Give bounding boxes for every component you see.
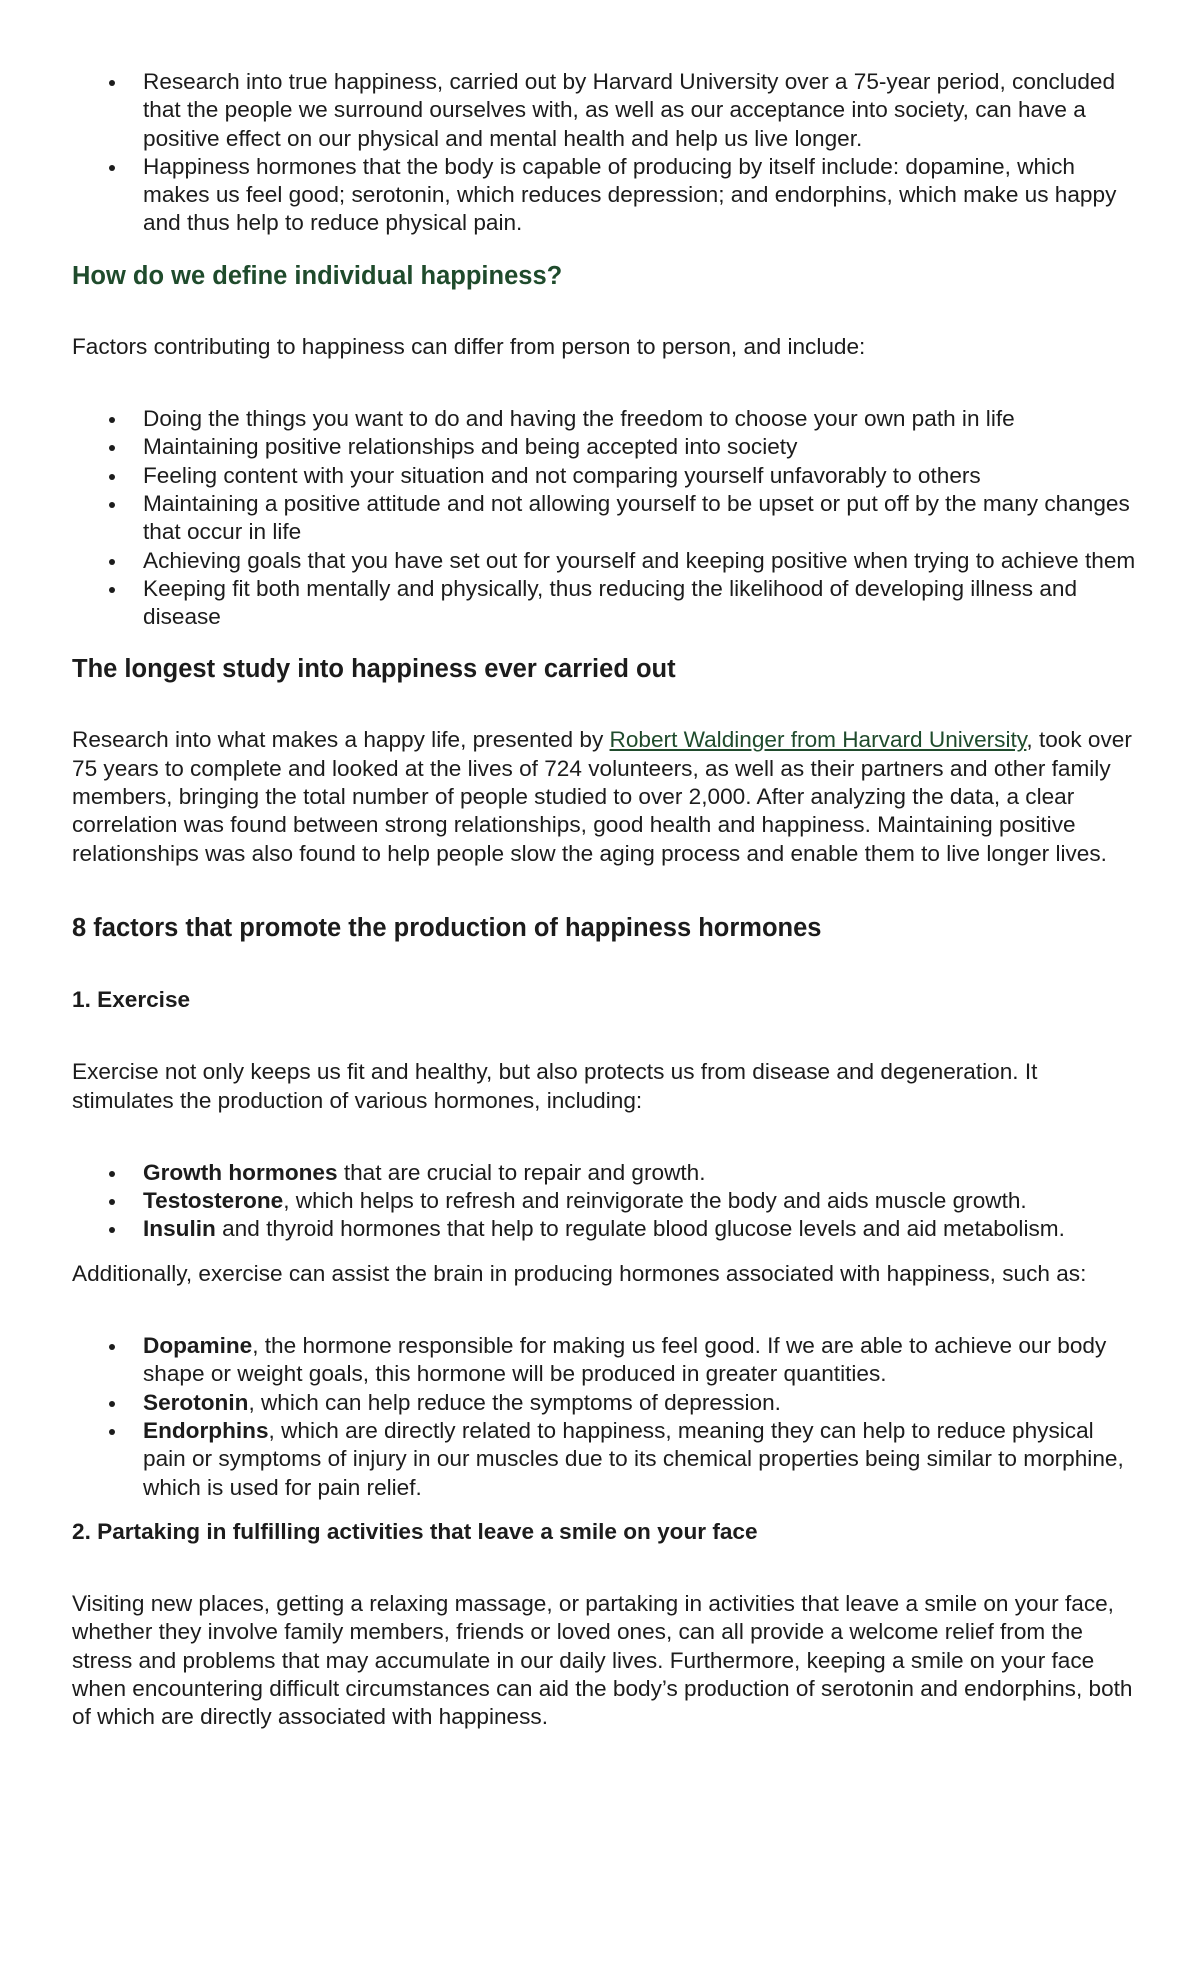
list-item: Achieving goals that you have set out for yourself and keeping positive when trying to achieve them [72, 547, 1140, 575]
subheading-exercise: 1. Exercise [72, 986, 191, 1012]
hormone-name: Endorphins [143, 1417, 269, 1443]
list-item [72, 1159, 1140, 1187]
fulfilling-activities-paragraph: Visiting new places, getting a relaxing massage, or partaking in activities that leave a smile on your face, whether they involve family members, friends or loved ones, can all provide a welcome relief from the stress and problems that may accumulate in our daily lives. Furthermore, keeping a smile on your face when encountering difficult circumstances can aid the body’s production of serotonin and endorphins, both of which are directly associated with happiness. [72, 1591, 1133, 1730]
exercise-additional-paragraph: Additionally, exercise can assist the brain in producing hormones associated with happiness, such as: [72, 1260, 1087, 1286]
list-item: Happiness hormones that the body is capable of producing by itself include: dopamine, which makes us feel good; serotonin, which reduces depression; and endorphins, which make us happy and thus help to reduce physical pain. [72, 153, 1140, 238]
happiness-factors-list [72, 405, 1140, 631]
hormone-name: Serotonin [143, 1389, 249, 1415]
list-item [72, 1389, 1140, 1417]
list-item [72, 1417, 1140, 1502]
section-heading-individual-happiness: How do we define individual happiness? [72, 261, 563, 290]
study-text-start: Research into what makes a happy life, presented by [72, 727, 610, 753]
hormone-description: , which are directly related to happiness, meaning they can help to reduce physical pain or symptoms of injury in our muscles due to its chemical properties being similar to morphine, which is used for pain relief. [143, 1417, 1124, 1500]
exercise-intro-paragraph: Exercise not only keeps us fit and healthy, but also protects us from disease and degeneration. It stimulates the production of various hormones, including: [72, 1059, 1038, 1113]
hormone-name: Growth hormones [143, 1159, 338, 1185]
hormone-name: Insulin [143, 1216, 216, 1242]
intro-bullet-list [72, 68, 1140, 238]
study-paragraph [72, 726, 1140, 867]
happiness-hormones-list [72, 1332, 1140, 1502]
hormone-description: that are crucial to repair and growth. [337, 1159, 706, 1185]
list-item: Research into true happiness, carried out by Harvard University over a 75-year period, concluded that the people we surround ourselves with, as well as our acceptance into society, can have a positive effect on our physical and mental health and help us live longer. [72, 68, 1140, 153]
robert-waldinger-link[interactable]: Robert Waldinger from Harvard University [609, 727, 1027, 753]
hormone-name: Dopamine [143, 1333, 253, 1359]
section-heading-longest-study: The longest study into happiness ever carried out [72, 655, 676, 684]
list-item [72, 1332, 1140, 1389]
hormone-description: , which can help reduce the symptoms of depression. [248, 1389, 781, 1415]
section-intro-paragraph: Factors contributing to happiness can differ from person to person, and include: [72, 333, 866, 359]
exercise-hormones-list [72, 1159, 1140, 1244]
section-heading-eight-factors: 8 factors that promote the production of happiness hormones [72, 913, 822, 942]
subheading-fulfilling-activities: 2. Partaking in fulfilling activities that leave a smile on your face [72, 1518, 758, 1544]
list-item: Keeping fit both mentally and physically, thus reducing the likelihood of developing illness and disease [72, 575, 1140, 632]
list-item: Doing the things you want to do and having the freedom to choose your own path in life [72, 405, 1140, 433]
hormone-description: and thyroid hormones that help to regulate blood glucose levels and aid metabolism. [215, 1216, 1065, 1242]
list-item [72, 1215, 1140, 1243]
article-body [72, 68, 1140, 1732]
list-item: Maintaining positive relationships and being accepted into society [72, 433, 1140, 461]
hormone-name: Testosterone [143, 1188, 284, 1214]
list-item: Maintaining a positive attitude and not allowing yourself to be upset or put off by the many changes that occur in life [72, 490, 1140, 547]
hormone-description: , which helps to refresh and reinvigorate the body and aids muscle growth. [283, 1188, 1027, 1214]
study-text-end: , took over 75 years to complete and looked at the lives of 724 volunteers, as well as their partners and other family members, bringing the total number of people studied to over 2,000. After analyzing the data, a clear correlation was found between strong relationships, good health and happiness. Maintaining positive relationships was also found to help people slow the aging process and enable them to live longer lives. [72, 727, 1132, 866]
hormone-description: , the hormone responsible for making us feel good. If we are able to achieve our body shape or weight goals, this hormone will be produced in greater quantities. [143, 1333, 1107, 1387]
list-item: Feeling content with your situation and not comparing yourself unfavorably to others [72, 462, 1140, 490]
list-item [72, 1187, 1140, 1215]
